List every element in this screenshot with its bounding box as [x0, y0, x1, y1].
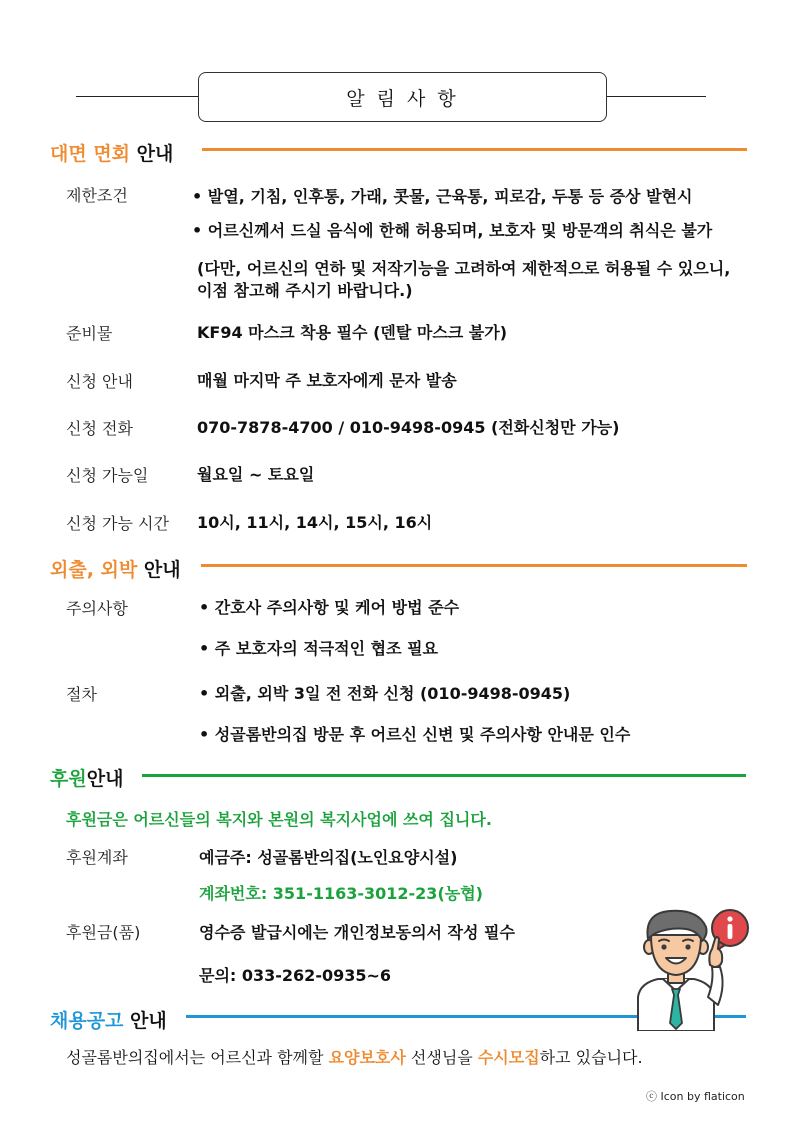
section-recruit-title-suffix: 안내 — [130, 1010, 167, 1032]
section-recruit-heading — [50, 1006, 167, 1033]
section-visit-title-suffix: 안내 — [136, 143, 174, 165]
precaution-line-1: • 간호사 주의사항 및 케어 방법 준수 — [199, 595, 459, 618]
section-donation-title-suffix: 안내 — [86, 768, 124, 790]
section-visit-rule — [202, 148, 747, 151]
recruit-text-part-3: 하고 있습니다. — [539, 1048, 643, 1067]
label-preparation: 준비물 — [66, 324, 113, 343]
procedure-line-1: • 외출, 외박 3일 전 전화 신청 (010-9498-0945) — [199, 681, 570, 704]
section-outing-heading — [50, 555, 181, 582]
section-donation-heading — [50, 764, 123, 791]
label-available-days: 신청 가능일 — [66, 466, 149, 485]
recruit-text-part-1: 성골롬반의집에서는 어르신과 함께할 — [66, 1048, 329, 1067]
application-phone-value: 070-7878-4700 / 010-9498-0945 (전화신청만 가능) — [197, 418, 620, 437]
label-donation-goods: 후원금(품) — [66, 923, 141, 942]
section-recruit-title: 채용공고 — [50, 1010, 124, 1032]
section-visit-heading — [50, 139, 173, 166]
page-title: 알 림 사 항 — [198, 72, 607, 122]
available-days-value: 월요일 ~ 토요일 — [197, 465, 315, 484]
preparation-value: KF94 마스크 착용 필수 (덴탈 마스크 불가) — [197, 323, 508, 342]
precaution-line-2: • 주 보호자의 적극적인 협조 필요 — [199, 636, 438, 659]
recruit-text-part-2: 선생님을 — [405, 1048, 478, 1067]
recruit-highlight-caregiver: 요양보호사 — [328, 1048, 406, 1067]
label-available-times: 신청 가능 시간 — [66, 514, 169, 533]
restriction-note-1: (다만, 어르신의 연하 및 저작기능을 고려하여 제한적으로 허용될 수 있으니, — [197, 259, 731, 278]
label-restriction: 제한조건 — [66, 186, 128, 205]
restriction-line-1: • 발열, 기침, 인후통, 가래, 콧물, 근육통, 피로감, 두통 등 증상 발현시 — [192, 184, 692, 207]
label-application-notice: 신청 안내 — [66, 372, 133, 391]
label-donation-account: 후원계좌 — [66, 848, 128, 867]
label-procedure: 절차 — [66, 685, 97, 704]
section-donation-rule — [142, 774, 746, 777]
account-holder: 예금주: 성골롬반의집(노인요양시설) — [199, 848, 458, 867]
section-outing-title-suffix: 안내 — [143, 559, 181, 581]
donation-intro: 후원금은 어르신들의 복지와 본원의 복지사업에 쓰여 집니다. — [66, 810, 492, 829]
section-visit-title: 대면 면회 — [50, 143, 131, 165]
icon-credit: ⓒ Icon by flaticon — [646, 1090, 745, 1103]
title-line-left — [76, 96, 198, 97]
man-with-info-bubble-icon — [626, 905, 751, 1031]
inquiry-phone: 문의: 033-262-0935~6 — [199, 966, 392, 985]
procedure-line-2: • 성골롬반의집 방문 후 어르신 신변 및 주의사항 안내문 인수 — [199, 722, 630, 745]
available-times-value: 10시, 11시, 14시, 15시, 16시 — [197, 513, 433, 532]
account-number: 계좌번호: 351-1163-3012-23(농협) — [199, 884, 483, 903]
title-line-right — [607, 96, 706, 97]
section-donation-title: 후원 — [50, 768, 87, 790]
application-notice-value: 매월 마지막 주 보호자에게 문자 발송 — [197, 371, 457, 390]
section-outing-rule — [201, 564, 747, 567]
recruit-highlight-always: 수시모집 — [477, 1048, 540, 1067]
recruit-text — [66, 1045, 643, 1068]
section-outing-title: 외출, 외박 — [50, 559, 138, 581]
label-precautions: 주의사항 — [66, 599, 128, 618]
restriction-note-2: 이점 참고해 주시기 바랍니다.) — [197, 281, 413, 300]
restriction-line-2: • 어르신께서 드실 음식에 한해 허용되며, 보호자 및 방문객의 취식은 불가 — [192, 218, 712, 241]
label-application-phone: 신청 전화 — [66, 419, 133, 438]
receipt-note: 영수증 발급시에는 개인정보동의서 작성 필수 — [199, 923, 515, 942]
